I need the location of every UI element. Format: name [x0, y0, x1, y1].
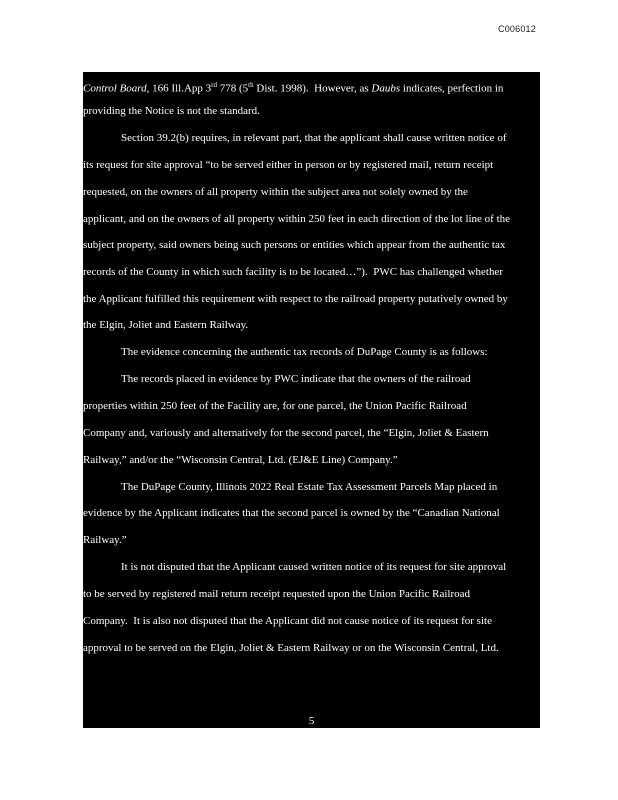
body-line: providing the Notice is not the standard. — [83, 105, 260, 117]
body-line: applicant, and on the owners of all property within 250 feet in each direction of the lot line of the — [83, 213, 511, 225]
page-number: 5 — [308, 715, 315, 727]
body-line: its request for site approval “to be served either in person or by registered mail, return receipt — [83, 159, 494, 171]
body-line: Railway.” — [83, 534, 127, 546]
document-page — [83, 72, 540, 728]
body-line: properties within 250 feet of the Facility are, for one parcel, the Union Pacific Railroad — [83, 400, 467, 412]
body-line: to be served by registered mail return receipt requested upon the Union Pacific Railroad — [83, 588, 471, 600]
body-line: the Applicant fulfilled this requirement with respect to the railroad property putatively owned by — [83, 293, 508, 305]
paragraph-first-line: The records placed in evidence by PWC indicate that the owners of the railroad — [121, 373, 471, 385]
body-line: approval to be served on the Elgin, Joliet & Eastern Railway or on the Wisconsin Central, Ltd. — [83, 642, 499, 654]
paragraph-first-line: It is not disputed that the Applicant caused written notice of its request for site approval — [121, 561, 507, 573]
body-line: Control Board, 166 Ill.App 3rd 778 (5th Dist. 1998). However, as Daubs indicates, perfection in — [83, 81, 504, 95]
body-line: evidence by the Applicant indicates that the second parcel is owned by the “Canadian National — [83, 507, 500, 519]
body-line: requested, on the owners of all property within the subject area not solely owned by the — [83, 186, 468, 198]
body-line: subject property, said owners being such persons or entities which appear from the authentic tax — [83, 239, 506, 251]
paragraph-first-line: The DuPage County, Illinois 2022 Real Estate Tax Assessment Parcels Map placed in — [121, 481, 498, 493]
body-line: the Elgin, Joliet and Eastern Railway. — [83, 319, 249, 331]
body-line: Railway,” and/or the “Wisconsin Central, Ltd. (EJ&E Line) Company.” — [83, 454, 398, 466]
paragraph-first-line: The evidence concerning the authentic tax records of DuPage County is as follows: — [121, 346, 488, 358]
body-line: Company and, variously and alternatively for the second parcel, the “Elgin, Joliet & Eastern — [83, 427, 489, 439]
body-line: records of the County in which such facility is to be located…”). PWC has challenged whether — [83, 266, 504, 278]
body-line: Company. It is also not disputed that the Applicant did not cause notice of its request for site — [83, 615, 492, 627]
bates-number: C006012 — [498, 24, 536, 34]
paragraph-first-line: Section 39.2(b) requires, in relevant part, that the applicant shall cause written notice of — [121, 132, 507, 144]
